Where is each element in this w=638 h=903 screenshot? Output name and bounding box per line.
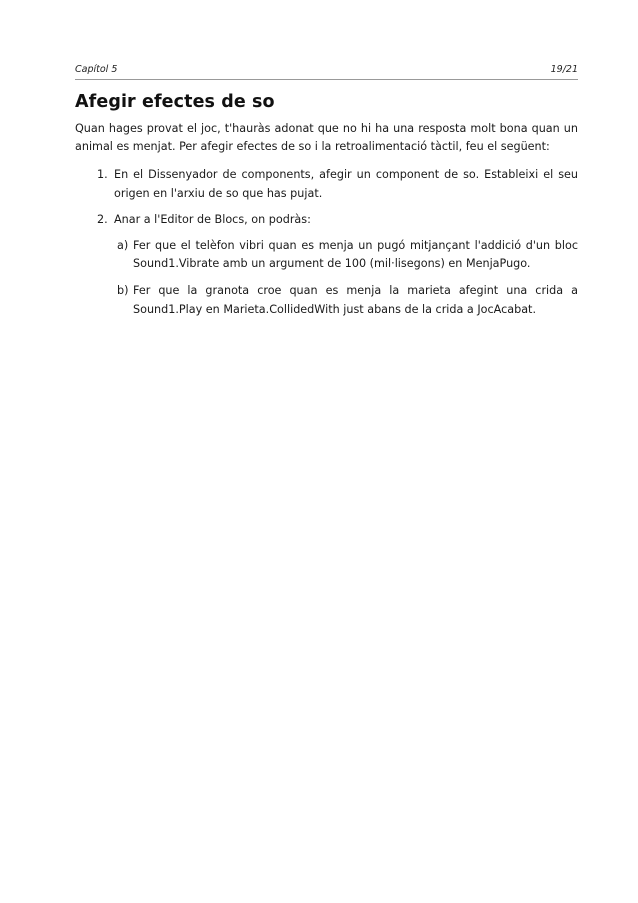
substep-marker: a) bbox=[117, 239, 129, 253]
steps-list bbox=[75, 166, 578, 318]
intro-paragraph: Quan hages provat el joc, t'hauràs adonat que no hi ha una resposta molt bona quan un animal es menjat. Per afegir efectes de so i la retroalimentació tàctil, feu el següent: bbox=[75, 122, 578, 154]
list-item bbox=[114, 282, 578, 318]
substeps-list bbox=[114, 237, 578, 319]
step-marker: 1. bbox=[97, 168, 108, 182]
step-text: Anar a l'Editor de Blocs, on podràs: bbox=[114, 212, 311, 226]
header-divider bbox=[75, 79, 578, 80]
section-title: Afegir efectes de so bbox=[75, 92, 275, 112]
step-text: En el Dissenyador de components, afegir un component de so. Estableixi el seu origen en l'arxiu de so que has pujat. bbox=[114, 168, 578, 200]
list-item bbox=[75, 211, 578, 319]
list-item bbox=[75, 166, 578, 202]
substep-marker: b) bbox=[117, 284, 129, 298]
chapter-label: Capítol 5 bbox=[75, 64, 118, 75]
list-item bbox=[114, 237, 578, 273]
page-content bbox=[75, 92, 578, 328]
substep-text: Fer que la granota croe quan es menja la marieta afegint una crida a Sound1.Play en Marieta.CollidedWith just abans de la crida a JocAcabat. bbox=[133, 284, 578, 316]
page-number: 19/21 bbox=[550, 64, 578, 75]
substep-text: Fer que el telèfon vibri quan es menja un pugó mitjançant l'addició d'un bloc Sound1.Vibrate amb un argument de 100 (mil·lisegons) en MenjaPugo. bbox=[133, 239, 578, 271]
step-marker: 2. bbox=[97, 212, 108, 226]
page-header bbox=[75, 64, 578, 75]
